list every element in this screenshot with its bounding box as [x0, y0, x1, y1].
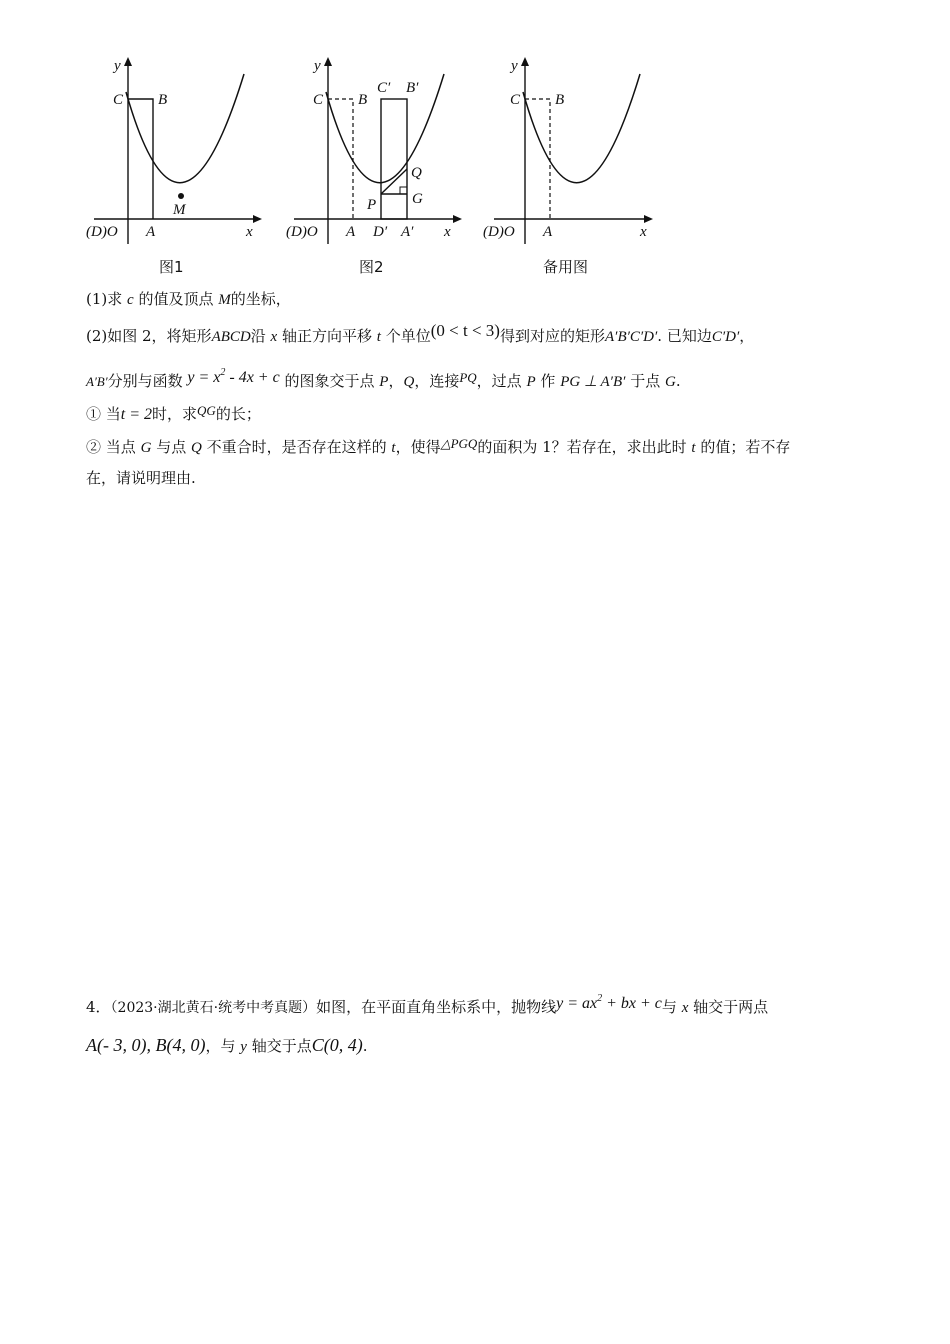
q2-func-rest: - 4x + c — [225, 369, 280, 386]
problem-4-line-1 — [86, 992, 768, 1019]
question-2-sub-1 — [86, 403, 261, 426]
x-axis-arrow — [644, 215, 653, 223]
q2-point-p-2: P — [526, 374, 536, 390]
problem-4-number: 4． — [86, 998, 111, 1016]
label-a: A — [346, 224, 356, 240]
sub2-point-q: Q — [190, 440, 202, 456]
problem-4-text-b: 与 — [661, 998, 677, 1016]
rectangle-abcd — [128, 99, 153, 219]
label-c-prime: C′ — [377, 80, 391, 96]
figure-3 — [482, 52, 667, 252]
p4-eq-exp: 2 — [597, 993, 603, 1004]
question-1 — [86, 288, 291, 311]
q2-point-g: G — [664, 374, 676, 390]
problem-4-point-c: C(0, 4) — [311, 1035, 363, 1055]
sub2-point-g: G — [140, 440, 152, 456]
q2-line2-text-d: ，过点 — [476, 372, 522, 390]
label-origin: (D)O — [286, 224, 318, 240]
q2-point-q: Q — [403, 374, 415, 390]
label-q: Q — [411, 165, 422, 181]
q2-var-t: t — [376, 329, 381, 345]
label-p: P — [367, 197, 377, 213]
problem-4-var-x: x — [681, 1000, 689, 1016]
y-axis-arrow — [124, 57, 132, 66]
figure-1-caption: 图1 — [159, 258, 184, 276]
parabola — [126, 74, 244, 183]
vertex-m-point — [178, 193, 184, 199]
q2-line2-text-f: 于点 — [630, 372, 661, 390]
q2-rect-abcd: ABCD — [211, 329, 251, 345]
figure-3-graph — [482, 52, 667, 252]
y-axis-arrow — [521, 57, 529, 66]
q2-text-g: ， — [739, 327, 755, 345]
q2-edge-cd: C′D′ — [711, 329, 740, 345]
sub2-triangle: △PGQ — [440, 436, 478, 451]
sub2-var-t-2: t — [691, 440, 696, 456]
q2-text-c: 轴正方向平移 — [281, 327, 372, 345]
q1-text-mid: 的值及顶点 — [138, 290, 214, 308]
sub2-text-f: 的值；若不存 — [700, 438, 791, 456]
y-axis-arrow — [324, 57, 332, 66]
q2-line2-text-b: 的图象交于点 — [284, 372, 375, 390]
q2-perp: PG ⊥ A′B′ — [560, 374, 626, 390]
problem-4-equation — [556, 995, 662, 1012]
label-x: x — [444, 224, 451, 240]
label-x: x — [640, 224, 647, 240]
label-a: A — [543, 224, 553, 240]
q2-edge-ab: A′B′ — [86, 374, 108, 389]
figure-3-caption: 备用图 — [543, 258, 589, 276]
original-rectangle-dashed — [328, 99, 353, 219]
sub2-text-e: 的面积为 1？若存在，求出此时 — [477, 438, 687, 456]
q2-point-p: P — [379, 374, 389, 390]
q2-func-y: y = x — [187, 369, 221, 386]
label-b: B — [358, 92, 368, 108]
figure-1 — [82, 52, 267, 252]
sub1-text-c: 的长； — [215, 405, 261, 423]
q2-text-a: (2)如图 2，将矩形 — [86, 327, 212, 345]
x-axis-arrow — [453, 215, 462, 223]
label-y: y — [114, 58, 121, 74]
q2-line2-text-c: ，连接 — [414, 372, 460, 390]
q2-segment-pq: PQ — [459, 370, 477, 385]
label-c: C — [313, 92, 324, 108]
figure-2-graph — [282, 52, 467, 252]
problem-4-source: （2023·湖北黄石·统考中考真题） — [110, 1000, 317, 1016]
label-y: y — [511, 58, 518, 74]
label-c: C — [113, 92, 124, 108]
label-b: B — [158, 92, 168, 108]
p4-eq-b: + bx + c — [602, 995, 662, 1012]
q2-text-b: 沿 — [250, 327, 266, 345]
parabola — [523, 74, 640, 183]
q2-function — [187, 369, 279, 386]
q2-text-d: 个单位 — [385, 327, 431, 345]
problem-4-line2-text-b: 轴交于点 — [251, 1037, 312, 1055]
figure-1-graph — [82, 52, 267, 252]
q1-text-prefix: (1)求 — [86, 290, 123, 308]
q2-text-f: . 已知边 — [657, 327, 712, 345]
question-2-line-2 — [86, 366, 681, 393]
sub2-text-c: 不重合时，是否存在这样的 — [206, 438, 387, 456]
p4-eq-a: y = ax — [556, 995, 598, 1012]
sub1-text-a: ① 当 — [86, 405, 121, 423]
q1-var-m: M — [218, 292, 231, 308]
problem-4-text-a: 如图，在平面直角坐标系中，抛物线 — [316, 998, 557, 1016]
label-m: M — [173, 202, 186, 218]
label-origin: (D)O — [86, 224, 118, 240]
sub2-var-t: t — [391, 440, 396, 456]
problem-4-line-2 — [86, 1034, 368, 1058]
problem-4-points: A(- 3, 0), B(4, 0) — [86, 1035, 206, 1055]
q2-line2-text-e: 作 — [540, 372, 556, 390]
translated-rectangle — [381, 99, 407, 219]
sub2-text-d: ，使得 — [395, 438, 441, 456]
q2-range: (0 < t < 3) — [430, 321, 500, 340]
label-g: G — [412, 191, 423, 207]
question-2-sub-2-cont — [86, 467, 196, 489]
rectangle-dashed — [525, 99, 550, 219]
sub1-cond: t = 2 — [120, 406, 153, 423]
question-2-line-1 — [86, 321, 755, 348]
figure-2 — [282, 52, 467, 252]
problem-4-line2-text-a: ，与 — [205, 1037, 236, 1055]
q1-var-c: c — [127, 292, 134, 308]
sub2-text-line2: 在，请说明理由. — [86, 469, 196, 487]
q2-rect-prime: A′B′C′D′ — [605, 329, 658, 345]
label-x: x — [246, 224, 253, 240]
q2-func-exp: 2 — [220, 367, 226, 378]
q2-line2-end: . — [675, 372, 681, 390]
label-c: C — [510, 92, 521, 108]
problem-4-line2-end: . — [362, 1037, 368, 1055]
label-a: A — [146, 224, 156, 240]
sub2-text-a: ② 当点 — [86, 438, 136, 456]
label-b: B — [555, 92, 565, 108]
figure-2-caption: 图2 — [359, 258, 384, 276]
x-axis-arrow — [253, 215, 262, 223]
q1-text-suffix: 的坐标， — [230, 290, 291, 308]
problem-4-var-y: y — [240, 1039, 247, 1055]
q2-line2-comma: ， — [388, 372, 404, 390]
q2-var-x: x — [270, 329, 278, 345]
label-origin: (D)O — [483, 224, 515, 240]
label-a-prime: A′ — [401, 224, 414, 240]
label-b-prime: B′ — [406, 80, 419, 96]
label-d-prime: D′ — [373, 224, 388, 240]
label-y: y — [314, 58, 321, 74]
sub1-text-b: 时，求 — [152, 405, 198, 423]
q2-text-e: 得到对应的矩形 — [499, 327, 605, 345]
right-angle-mark — [400, 187, 407, 194]
q2-line2-text-a: 分别与函数 — [107, 372, 183, 390]
problem-4-text-c: 轴交于两点 — [693, 998, 769, 1016]
sub1-segment-qg: QG — [197, 403, 216, 418]
sub2-text-b: 与点 — [156, 438, 187, 456]
question-2-sub-2 — [86, 436, 790, 459]
